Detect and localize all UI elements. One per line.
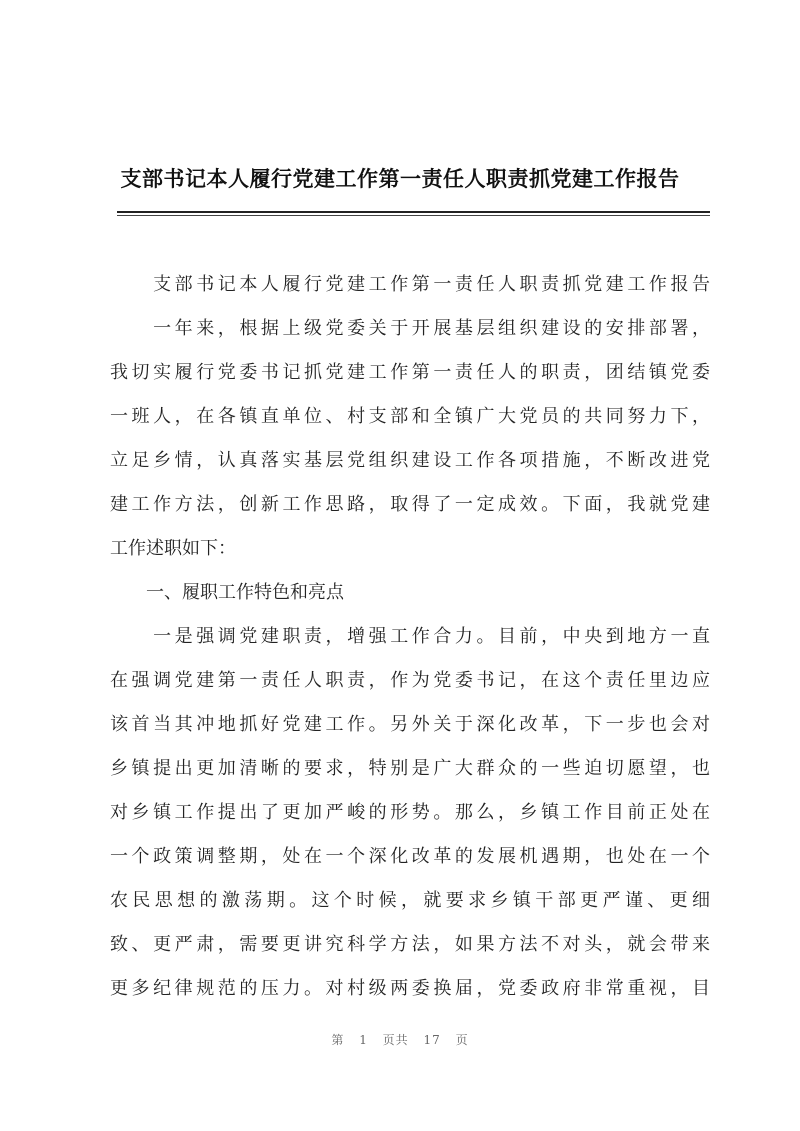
body-line: 对乡镇工作提出了更加严峻的形势。那么，乡镇工作目前正处在 [110,802,710,823]
body-line: 致、更严肃，需要更讲究科学方法，如果方法不对头，就会带来 [110,934,710,955]
body-line: 一个政策调整期，处在一个深化改革的发展机遇期，也处在一个 [110,846,710,867]
body-line: 农民思想的激荡期。这个时候，就要求乡镇干部更严谨、更细 [110,890,710,911]
body-line: 工作述职如下： [110,538,236,559]
body-line: 立足乡情，认真落实基层党组织建设工作各项措施，不断改进党 [110,450,710,471]
body-line: 一班人，在各镇直单位、村支部和全镇广大党员的共同努力下， [110,406,710,427]
section-heading: 一、履职工作特色和亮点 [110,582,344,603]
body-line: 乡镇提出更加清晰的要求，特别是广大群众的一些迫切愿望，也 [110,758,710,779]
body-line: 更多纪律规范的压力。对村级两委换届，党委政府非常重视，目 [110,978,710,999]
body-line: 一是强调党建职责，增强工作合力。目前，中央到地方一直 [110,626,710,647]
page-footer: 第 1 页共 17 页 [331,1033,469,1047]
body-line: 支部书记本人履行党建工作第一责任人职责抓党建工作报告 [110,274,710,295]
body-line: 一年来，根据上级党委关于开展基层组织建设的安排部署， [110,318,710,339]
document-title: 支部书记本人履行党建工作第一责任人职责抓党建工作报告 [120,166,680,191]
body-line: 在强调党建第一责任人职责，作为党委书记，在这个责任里边应 [110,670,710,691]
body-line: 该首当其冲地抓好党建工作。另外关于深化改革，下一步也会对 [110,714,710,735]
body-line: 建工作方法，创新工作思路，取得了一定成效。下面，我就党建 [110,494,710,515]
title-underline-thick [117,211,710,213]
body-line: 我切实履行党委书记抓党建工作第一责任人的职责，团结镇党委 [110,362,710,383]
title-underline-thin [117,215,710,216]
